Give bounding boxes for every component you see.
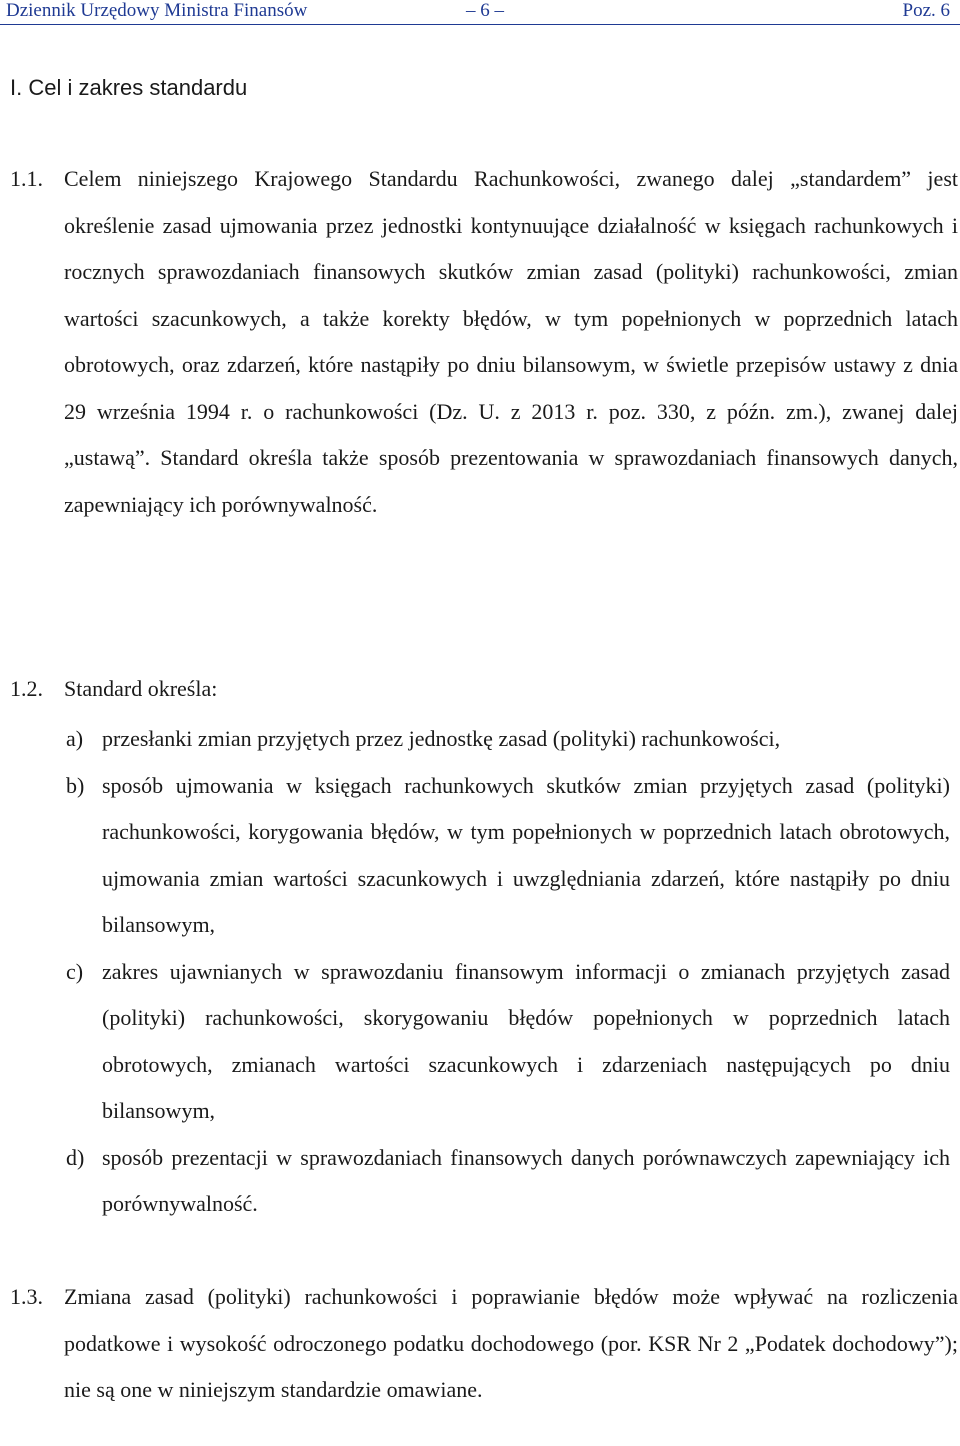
paragraph-intro: Standard określa: [64,676,218,701]
paragraph-1-3 [10,1274,958,1444]
page-number: – 6 – [466,0,504,21]
list-item [66,1135,950,1228]
scope-list [66,716,950,1228]
list-item-text: sposób ujmowania w księgach rachunkowych skutków zmian przyjętych zasad (polityki) rachunkowości, korygowania błędów, w tym popełnionych w poprzednich latach obrotowych, ujmowania zmian wartości szacunkowych i uwzględniania zdarzeń, które nastąpiły po dniu bilansowym, [102,772,950,937]
list-marker: b) [66,772,85,798]
list-item [66,716,950,763]
list-item-text: zakres ujawnianych w sprawozdaniu finansowym informacji o zmianach przyjętych zasad (polityki) rachunkowości, skorygowaniu błędów popełnionych w poprzednich latach obrotowych, zmianach wartości szacunkowych i zdarzeniach następujących po dniu bilansowym, [102,958,950,1123]
list-item-text: przesłanki zmian przyjętych przez jednostkę zasad (polityki) rachunkowości, [102,726,781,751]
section-title: I. Cel i zakres standardu [10,75,248,100]
paragraph-1-2 [10,666,950,712]
list-item-text: sposób prezentacji w sprawozdaniach finansowych danych porównawczych zapewniający ich porównywalność. [102,1144,950,1216]
list-marker: a) [66,726,84,751]
paragraph-text: Celem niniejszego Krajowego Standardu Rachunkowości, zwanego dalej „standardem” jest określenie zasad ujmowania przez jednostki kontynuujące działalność w księgach rachunkowych i rocznych sprawozdaniach finansowych skutków zmian zasad (polityki) rachunkowości, zmian wartości szacunkowych, a także korekty błędów, w tym popełnionych w poprzednich latach obrotowych, oraz zdarzeń, które nastąpiły po dniu bilansowym, w świetle przepisów ustawy z dnia 29 września 1994 r. o rachunkowości (Dz. U. z 2013 r. poz. 330, z późn. zm.), zwanej dalej „ustawą”. Standard określa także sposób prezentowania w sprawozdaniach finansowych danych, zapewniający ich porównywalność. [64,166,958,517]
paragraph-1-1 [10,156,958,626]
list-item [66,763,950,949]
list-item [66,949,950,1135]
paragraph-text: Zmiana zasad (polityki) rachunkowości i poprawianie błędów może wpływać na rozliczenia podatkowe i wysokość odroczonego podatku dochodowego (por. KSR Nr 2 „Podatek dochodowy”); nie są one w niniejszym standardzie omawiane. [64,1284,958,1402]
list-marker: c) [66,958,84,984]
position-number: Poz. 6 [902,0,950,21]
paragraph-number: 1.1. [10,166,43,191]
journal-title: Dziennik Urzędowy Ministra Finansów [6,0,308,21]
list-marker: d) [66,1144,85,1170]
paragraph-number: 1.2. [10,676,43,701]
paragraph-number: 1.3. [10,1284,43,1309]
page-header [0,0,960,25]
